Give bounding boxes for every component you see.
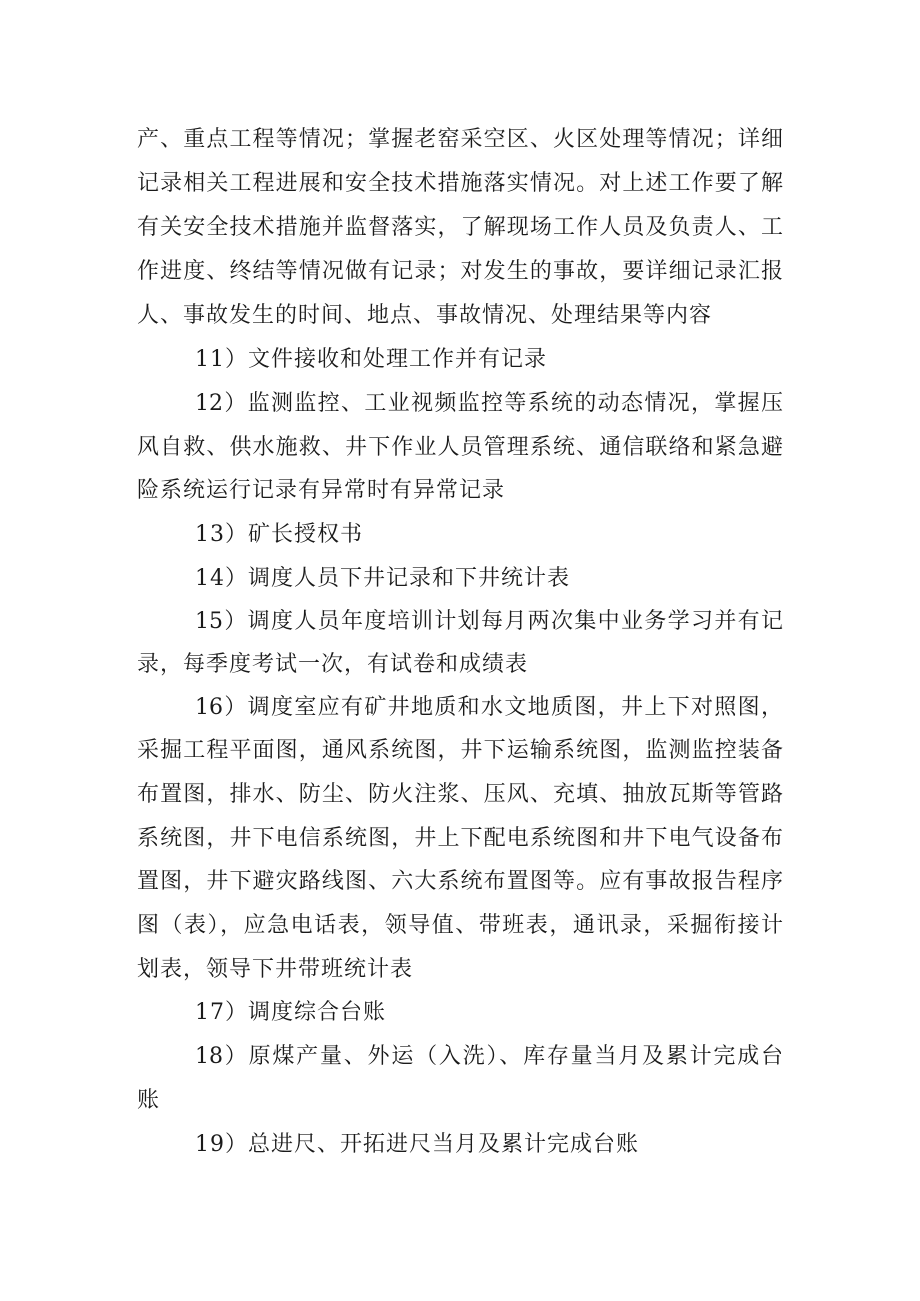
- text-line: 产、重点工程等情况；掌握老窑采空区、火区处理等情况；详细: [137, 127, 783, 152]
- text-line: 置图，井下避灾路线图、六大系统布置图等。应有事故报告程序: [137, 869, 783, 894]
- text-line: 划表，领导下井带班统计表: [137, 957, 414, 982]
- text-line: 作进度、终结等情况做有记录；对发生的事故，要详细记录汇报: [137, 259, 783, 284]
- text-line: 18）原煤产量、外运（入洗）、库存量当月及累计完成台: [195, 1044, 783, 1069]
- text-line: 布置图，排水、防尘、防火注浆、压风、充填、抽放瓦斯等管路: [137, 782, 783, 807]
- text-line: 12）监测监控、工业视频监控等系统的动态情况，掌握压: [195, 391, 783, 416]
- text-line: 13）矿长授权书: [195, 522, 363, 547]
- text-line: 15）调度人员年度培训计划每月两次集中业务学习并有记: [195, 609, 783, 634]
- text-line: 17）调度综合台账: [195, 1000, 386, 1025]
- text-line: 有关安全技术措施并监督落实，了解现场工作人员及负责人、工: [137, 215, 783, 240]
- text-line: 风自救、供水施救、井下作业人员管理系统、通信联络和紧急避: [137, 435, 783, 460]
- text-line: 录，每季度考试一次，有试卷和成绩表: [137, 652, 529, 677]
- text-line: 11）文件接收和处理工作并有记录: [195, 347, 547, 372]
- text-line: 采掘工程平面图，通风系统图，井下运输系统图，监测监控装备: [137, 738, 783, 763]
- text-line: 人、事故发生的时间、地点、事故情况、处理结果等内容: [137, 303, 713, 328]
- text-line: 系统图，井下电信系统图，井上下配电系统图和井下电气设备布: [137, 826, 783, 851]
- text-line: 账: [137, 1088, 161, 1113]
- text-line: 16）调度室应有矿井地质和水文地质图，井上下对照图，: [195, 695, 783, 720]
- text-line: 19）总进尺、开拓进尺当月及累计完成台账: [195, 1132, 639, 1157]
- text-line: 记录相关工程进展和安全技术措施落实情况。对上述工作要了解: [137, 171, 783, 196]
- text-line: 14）调度人员下井记录和下井统计表: [195, 566, 570, 591]
- text-line: 险系统运行记录有异常时有异常记录: [137, 478, 506, 503]
- text-line: 图（表），应急电话表，领导值、带班表，通讯录，采掘衔接计: [137, 913, 783, 938]
